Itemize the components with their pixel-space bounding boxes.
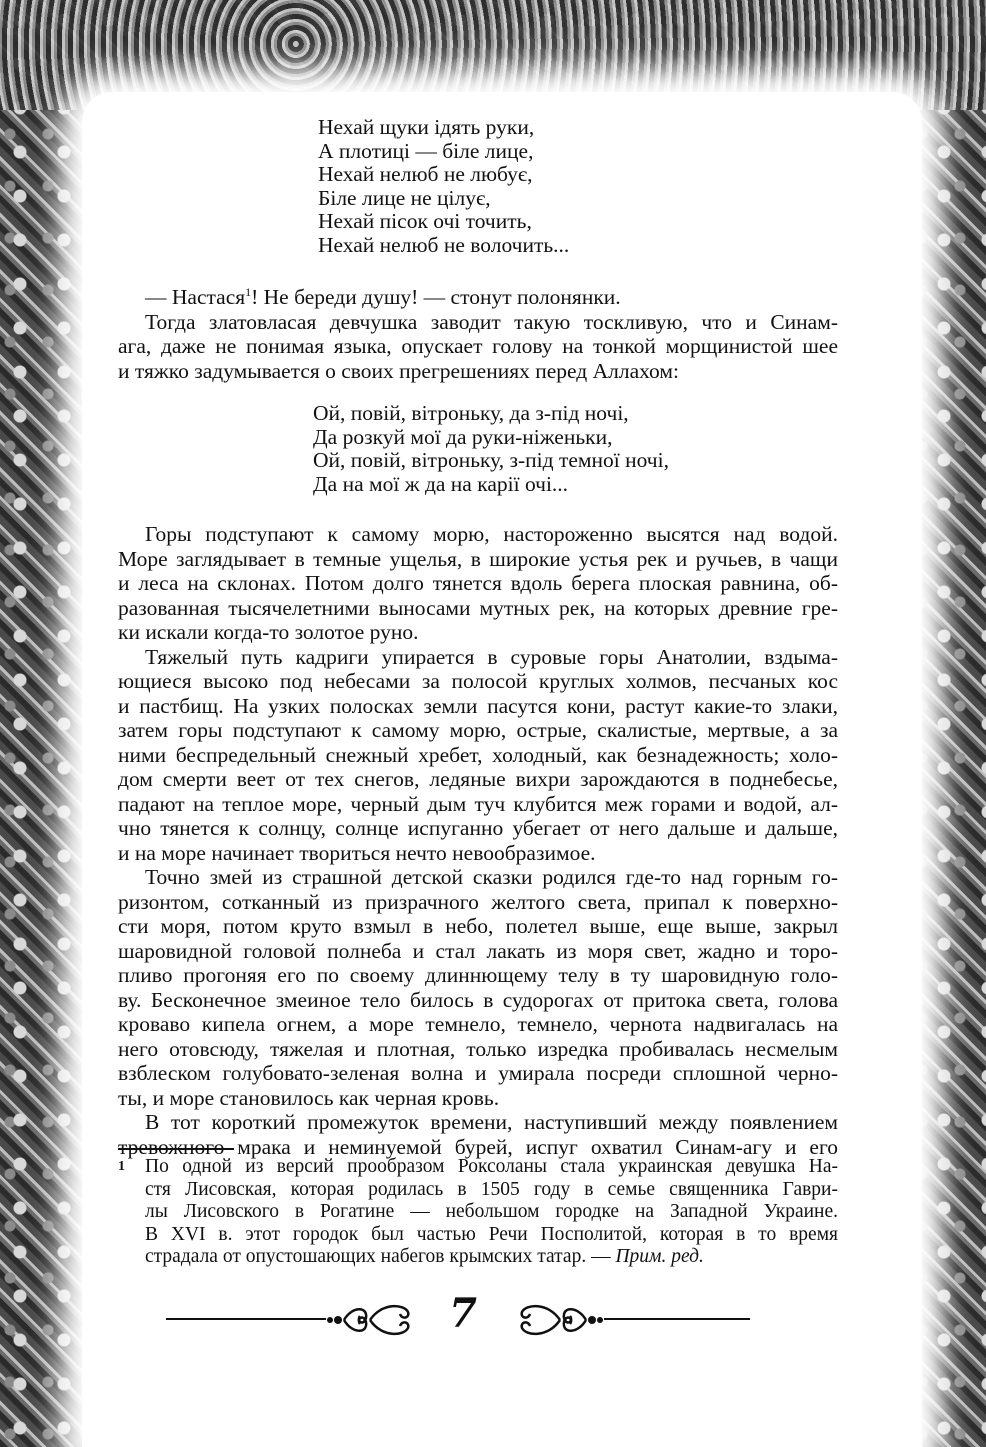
text-line: ты, и море становилось как черная кровь. <box>118 1085 500 1110</box>
footnote-divider <box>118 1148 234 1150</box>
paragraph <box>118 522 838 547</box>
verse-line: Нехай пісок очі точить, <box>318 209 532 233</box>
paragraph-cont <box>118 669 838 865</box>
verse-line: А плотиці — біле лице, <box>318 138 534 163</box>
paragraph-cont <box>118 334 838 383</box>
paragraph <box>118 1110 838 1135</box>
text-line: и пастбищ. На узких полосках земли пасутся кони, растут какие-то злаки, <box>118 693 838 718</box>
footnote-line: В XVI в. этот городок был частью Речи Посполитой, которая в то время <box>145 1223 838 1245</box>
text-line: шаровидной головой полнеба и стал лакать из моря свет, жадно и торо- <box>118 938 838 963</box>
folio-rule-right <box>604 1318 750 1320</box>
paragraph-cont <box>118 547 838 645</box>
text-line: ризонтом, сотканный из призрачного желтого света, припал к поверхно- <box>118 889 838 914</box>
text-line: Точно змей из страшной детской сказки родился где-то над горным го- <box>145 865 838 889</box>
prose-block-2 <box>118 522 838 1159</box>
text-line: пливо прогоняя его по своему длиннющему телу в ту шаровидную голо- <box>118 963 838 987</box>
page-number: 7 <box>449 1290 477 1337</box>
text-line: тревожного мрака и неминуемой бурей, испуг охватил Синам-агу и его <box>118 1134 838 1159</box>
prose-block-1 <box>118 285 838 383</box>
verse-line: Нехай щуки ідять руки, <box>318 115 535 139</box>
verse-block-1 <box>318 116 569 257</box>
verse-line: Да розкуй мої да руки-ніженьки, <box>313 424 613 449</box>
flourish-left-icon <box>322 1298 422 1342</box>
text-line: — Настася$^1$! Не береди душу! — стонут полонянки. <box>145 284 621 309</box>
text-line: кроваво кипела огнем, а море темнело, темнело, чернота надвигалась на <box>118 1012 838 1036</box>
text-line: чно тянется к солнцу, солнце испуганно убегает от него дальше и дальше, <box>118 816 838 840</box>
text-line: взблеском голубовато-зеленая волна и умирала посреди сплошной черно- <box>118 1061 838 1085</box>
text-line: ющиеся высоко под небесами за полосой круглых холмов, песчаных кос <box>118 669 838 693</box>
paragraph-cont <box>118 890 838 1111</box>
text-line: и леса на склонах. Потом долго тянется вдоль берега плоская равнина, об- <box>118 571 838 595</box>
verse-block-2 <box>313 402 669 496</box>
text-line: Горы подступают к самому морю, настороженно высятся над водой. <box>145 522 838 546</box>
footnote-ref: 1 <box>245 284 252 299</box>
verse-line: Нехай нелюб не волочить... <box>318 232 570 257</box>
text-line: разованная тысячелетними выносами мутных рек, на которых древние гре- <box>118 595 838 620</box>
verse-line: Біле лице не цілує, <box>318 185 491 210</box>
text-line: и тяжко задумывается о своих прегрешениях перед Аллахом: <box>118 358 679 383</box>
text-line: падают на теплое море, черный дым туч клубится меж горами и водой, ал- <box>118 791 838 816</box>
text-line: сти моря, потом круто взмыл в небо, полетел выше, еще выше, закрыл <box>118 914 838 938</box>
footnote-number: 1 <box>118 1159 125 1174</box>
footnote-line: лы Лисовского в Рогатине — небольшом городке на Западной Украине. <box>145 1201 838 1222</box>
paragraph <box>118 285 838 310</box>
text-line: Тогда златовласая девчушка заводит такую тоскливую, что и Синам- <box>145 309 838 334</box>
text-line: Море заглядывает в темные ущелья, в широкие устья рек и ручьев, в чащи <box>118 546 838 571</box>
text-line: ки искали когда-то золотое руно. <box>118 620 419 644</box>
text-line: ними беспредельный снежный хребет, холодный, как безнадежность; холо- <box>118 742 838 767</box>
footnote-line: По одной из версий прообразом Роксоланы стала украинская девушка На- <box>145 1156 838 1177</box>
text-line: дом смерти веет от тех снегов, ледяные вихри зарождаются в поднебесье, <box>118 767 838 791</box>
flourish-right-icon <box>508 1298 608 1342</box>
paragraph <box>118 310 838 335</box>
text-line: и на море начинает твориться нечто невообразимое. <box>118 840 596 865</box>
verse-line: Да на мої ж да на карії очі... <box>313 471 569 496</box>
paragraph <box>118 865 838 890</box>
text-line: затем горы подступают к самому морю, острые, скалистые, мертвые, а за <box>118 718 838 742</box>
text-line: ву. Бесконечное змеиное тело билось в судорогах от притока света, голова <box>118 987 838 1012</box>
footnote-line: стя Лисовская, которая родилась в 1505 году в семье священника Гаври- <box>145 1178 838 1200</box>
text-line: него отовсюду, тяжелая и плотная, только изредка пробивалась несмелым <box>118 1036 838 1061</box>
verse-line: Ой, повій, вітроньку, з-під темної ночі, <box>313 448 669 472</box>
footnote-line: страдала от опустошающих набегов крымских татар. — Прим. ред. <box>145 1246 704 1267</box>
text-line: Тяжелый путь кадриги упирается в суровые горы Анатолии, вздыма- <box>145 644 838 669</box>
text-line: В тот короткий промежуток времени, наступивший между появлением <box>145 1110 838 1134</box>
editor-note: Прим. ред. <box>615 1246 704 1267</box>
footnote <box>118 1156 838 1269</box>
text-line: ага, даже не понимая языка, опускает голову на тонкой морщинистой шее <box>118 334 838 358</box>
verse-line: Нехай нелюб не любує, <box>318 162 533 186</box>
paragraph <box>118 645 838 670</box>
verse-line: Ой, повій, вітроньку, да з-під ночі, <box>313 401 629 425</box>
folio-rule-left <box>166 1318 326 1320</box>
page-folio <box>0 1290 986 1350</box>
